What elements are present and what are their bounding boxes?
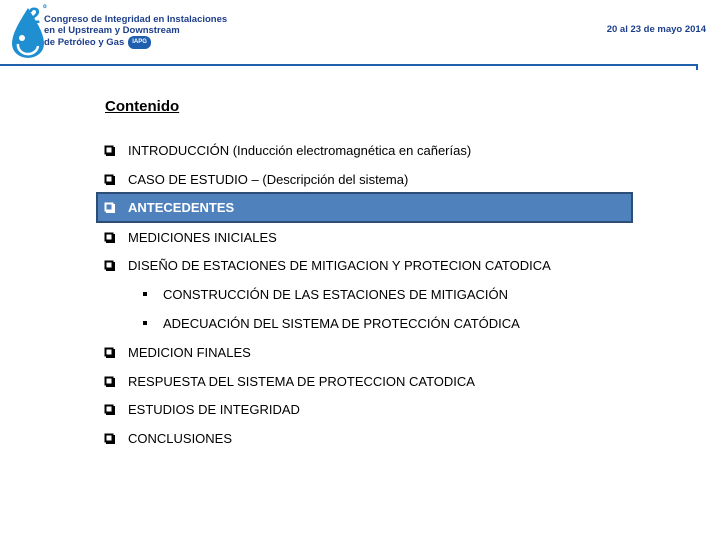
sub-list-item	[143, 315, 520, 331]
list-item	[104, 229, 277, 245]
list-item	[104, 373, 475, 389]
list-item	[104, 344, 251, 360]
list-item-label: ESTUDIOS DE INTEGRIDAD	[128, 401, 300, 417]
list-item-label: MEDICIONES INICIALES	[128, 229, 277, 245]
checkbox-bullet-icon	[104, 174, 115, 185]
logo-badge: IAPG	[128, 36, 151, 49]
checkbox-bullet-icon	[104, 376, 115, 387]
checkbox-bullet-icon	[104, 232, 115, 243]
list-item-label: CASO DE ESTUDIO – (Descripción del sistema)	[128, 171, 409, 187]
list-item-label: CONCLUSIONES	[128, 430, 233, 446]
logo-line: en el Upstream y Downstream	[44, 25, 180, 36]
checkbox-bullet-icon	[104, 202, 115, 213]
list-item-label: INTRODUCCIÓN (Inducción electromagnética en cañerías)	[128, 142, 472, 158]
content-title: Contenido	[105, 98, 180, 115]
sub-list-item	[143, 286, 508, 302]
checkbox-bullet-icon	[104, 433, 115, 444]
list-item	[104, 257, 551, 273]
list-item-label: ANTECEDENTES	[128, 199, 235, 215]
list-item	[104, 142, 471, 158]
list-item	[104, 401, 300, 417]
logo-text	[44, 14, 234, 49]
square-bullet-icon	[143, 292, 147, 296]
logo-superscript: º	[43, 4, 47, 15]
checkbox-bullet-icon	[104, 145, 115, 156]
list-item	[104, 171, 408, 187]
sub-list-item-label: ADECUACIÓN DEL SISTEMA DE PROTECCIÓN CATÓDICA	[163, 315, 520, 331]
list-item-highlighted	[104, 199, 234, 215]
event-date: 20 al 23 de mayo 2014	[606, 24, 706, 35]
checkbox-bullet-icon	[104, 404, 115, 415]
logo-line: de Petróleo y Gas IAPG	[44, 36, 234, 49]
checkbox-bullet-icon	[104, 347, 115, 358]
sub-list-item-label: CONSTRUCCIÓN DE LAS ESTACIONES DE MITIGACIÓN	[163, 286, 509, 302]
list-item-label: DISEÑO DE ESTACIONES DE MITIGACION Y PROTECION CATODICA	[128, 257, 551, 273]
list-item-label: RESPUESTA DEL SISTEMA DE PROTECCION CATODICA	[128, 373, 475, 389]
header-divider	[0, 64, 696, 66]
logo-line: Congreso de Integridad en Instalaciones	[44, 14, 228, 25]
header-divider-end	[696, 64, 698, 70]
logo-number: 2	[28, 3, 41, 28]
square-bullet-icon	[143, 321, 147, 325]
list-item	[104, 430, 232, 446]
slide-header	[0, 0, 720, 68]
checkbox-bullet-icon	[104, 260, 115, 271]
list-item-label: MEDICION FINALES	[128, 344, 251, 360]
